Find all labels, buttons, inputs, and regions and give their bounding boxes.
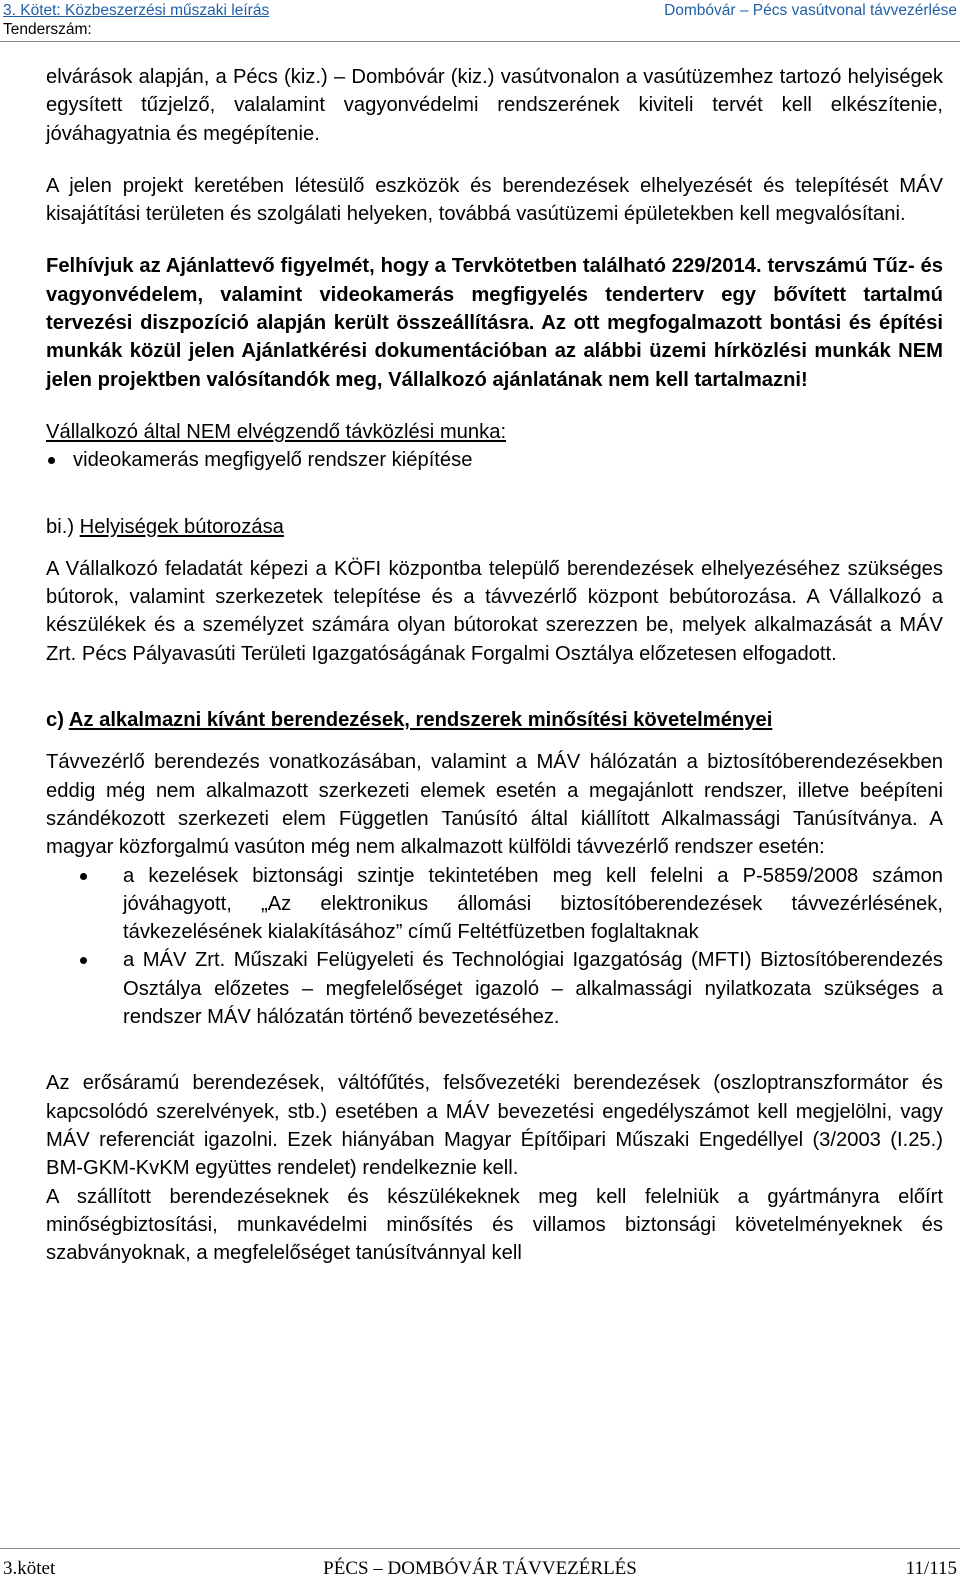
excluded-work-heading: Vállalkozó által NEM elvégzendő távközlési munka: xyxy=(46,420,507,443)
project-title: Dombóvár – Pécs vasútvonal távvezérlése xyxy=(664,2,957,19)
excluded-work-list xyxy=(46,446,943,474)
footer-center: PÉCS – DOMBÓVÁR TÁVVEZÉRLÉS xyxy=(323,1558,637,1579)
paragraph-conformity: A szállított berendezéseknek és készülékeknek meg kell felelniük a gyártmányra előírt minőségbiztosítási, munkavédelmi minősítés és villamos biztonsági követelményeknek és szabványoknak, a megfelelőséget tanúsítvánnyal kell xyxy=(46,1185,943,1265)
section-bi-prefix: bi.) xyxy=(46,515,75,538)
paragraph-power-equipment: Az erősáramú berendezések, váltófűtés, felsővezetéki berendezések (oszloptranszformátor és kapcsolódó szerelvények, stb.) esetében a MÁV bevezetési engedélyszámot kell megjelölni, vagy MÁV referenciát igazolni. Ezek hiányában Magyar Építőipari Műszaki Engedéllyel (3/2003 (I.25.) BM-GKM-KvKM együttes rendelet) rendelkeznie kell. xyxy=(46,1072,943,1180)
paragraph-furniture: A Vállalkozó feladatát képezi a KÖFI központba települő berendezések elhelyezéséhez szükséges bútorok, valamint szerkezetek telepítése és a távvezérlő központ bebútorozása. A Vállalkozó a készülékek és a személyzet számára olyan bútorokat szerezzen be, melyek alkalmazását a MÁV Zrt. Pécs Pályavasúti Területi Igazgatóságának Forgalmi Osztálya előzetesen elfogadott. xyxy=(46,557,943,665)
section-c-heading xyxy=(46,706,943,734)
footer-left: 3.kötet xyxy=(3,1558,56,1579)
list-item: a kezelések biztonsági szintje tekintetében meg kell felelni a P-5859/2008 számon jóváhagyott, „Az elektronikus állomási biztosítóberendezések távvezérlésének, távkezelésének kialakításához” című Feltétfüzetben foglaltaknak xyxy=(46,862,943,947)
section-bi-heading xyxy=(46,513,943,541)
page-footer xyxy=(0,1548,960,1583)
footer-divider xyxy=(0,1548,960,1549)
section-c-prefix: c) xyxy=(46,709,64,732)
paragraph-location: A jelen projekt keretében létesülő eszközök és berendezések elhelyezését és telepítését MÁV kisajátítási területen és szolgálati helyeken, továbbá vasútüzemi épületekben kell megvalósítani. xyxy=(46,174,943,226)
document-body xyxy=(46,63,943,1267)
paragraph-remote-control: Távvezérlő berendezés vonatkozásában, valamint a MÁV hálózatán a biztosítóberendezésekben eddig még nem alkalmazott szerkezeti elemek esetén a megajánlott rendszer, illetve beépíteni szándékozott szerkezeti elem Független Tanúsító által kiállított Alkalmassági Tanúsítványa. A magyar közforgalmú vasúton még nem alkalmazott külföldi távvezérlő rendszer esetén: xyxy=(46,751,943,859)
tender-number-label: Tenderszám: xyxy=(3,21,92,38)
paragraph-notice: Felhívjuk az Ajánlattevő figyelmét, hogy a Tervkötetben található 229/2014. tervszámú Tűz- és vagyonvédelem, valamint videokamerás megfigyelés tenderterv egy bővített tartalmú tervezési diszpozíció alapján került összeállításra. Az ott megfogalmazott bontási és építési munkák közül jelen Ajánlatkérési dokumentációban az alábbi üzemi hírközlési munkák NEM jelen projektben valósítandók meg, Vállalkozó ajánlatának nem kell tartalmazni! xyxy=(46,255,943,391)
paragraph-intro: elvárások alapján, a Pécs (kiz.) – Dombóvár (kiz.) vasútvonalon a vasútüzemhez tartozó helyiségek egysített tűzjelző, valalamint vagyonvédelmi rendszerének kiviteli tervét kell elkészítenie, jóváhagyatnia és megépítenie. xyxy=(46,66,943,145)
list-item: videokamerás megfigyelő rendszer kiépítése xyxy=(46,446,943,474)
header-divider xyxy=(0,41,960,42)
header-left xyxy=(3,1,269,39)
requirements-list xyxy=(46,862,943,1032)
section-c-title: Az alkalmazni kívánt berendezések, rendszerek minősítési követelményei xyxy=(68,709,773,732)
page-header xyxy=(0,0,960,44)
section-bi-title: Helyiségek bútorozása xyxy=(79,515,284,538)
list-item: a MÁV Zrt. Műszaki Felügyeleti és Technológiai Igazgatóság (MFTI) Biztosítóberendezés Osztálya előzetes – megfelelőséget igazoló – alkalmassági nyilatkozata szükséges a rendszer MÁV hálózatán történő bevezetéséhez. xyxy=(46,946,943,1031)
volume-title: 3. Kötet: Közbeszerzési műszaki leírás xyxy=(3,2,270,19)
page-number: 11/115 xyxy=(905,1558,957,1579)
